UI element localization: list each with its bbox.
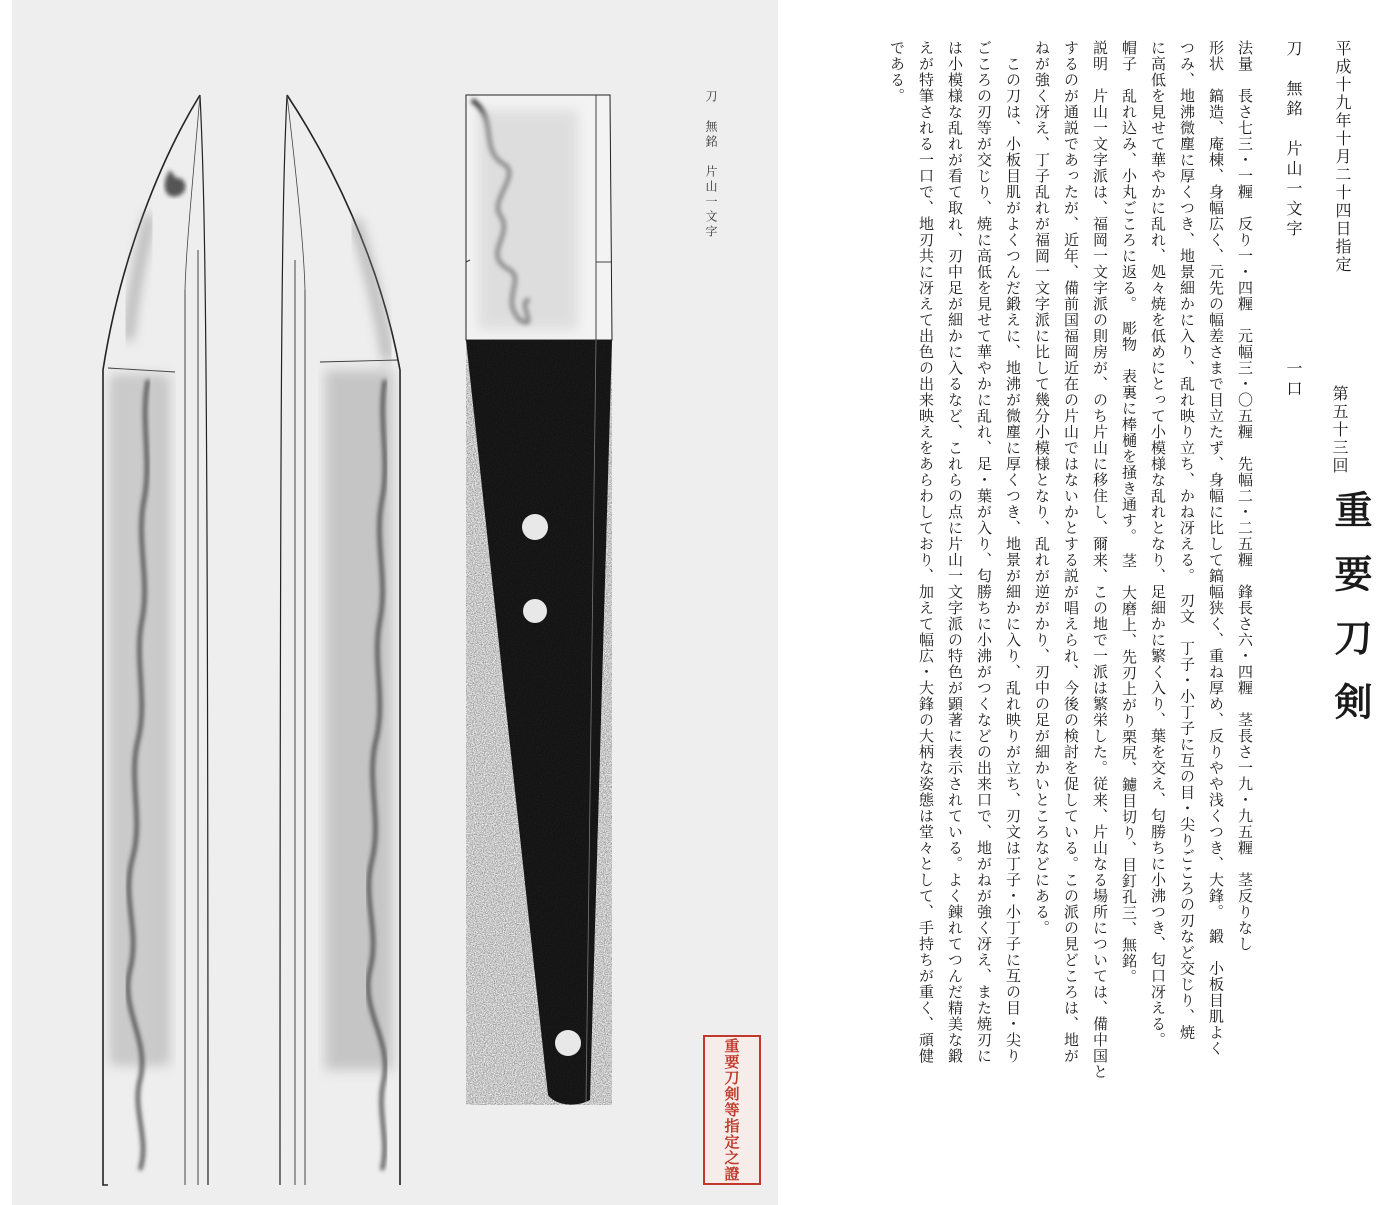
mekugi-hole-3 [555,1030,581,1056]
text-column-11: は小模様な乱れが看て取れ、刃中足が細かに入るなど、これらの点に片山一文字派の特色が顕著に表示されている。よく錬れてつんだ精美な鍛 [946,40,964,1064]
certification-seal [703,1035,761,1185]
text-column-6: 説明 片山一文字派は、福岡一文字派の則房が、のち片山に移住し、爾来、この地で一派は繁栄した。従来、片山なる場所については、備中国と [1091,40,1109,1080]
text-column-12: えが特筆される一口で、地刃共に冴えて出色の出来映えをあらわしており、加えて幅広・大鋒の大柄な姿態は堂々として、手持ちが重く、頑健 [917,40,935,1064]
mekugi-hole-1 [522,514,548,540]
session-number: 第五十三回 [1330,385,1349,475]
sword-name: 刀 無銘 片山一文字 [1284,40,1303,240]
text-column-8: ねが強く冴え、丁子乱れが福岡一文字派に比して幾分小模様となり、乱れが逆がかり、刃中の足が細かいところなどにある。 [1033,40,1051,936]
blade-ura [280,95,400,1185]
text-column-3: つみ、地沸微塵に厚くつき、地景細かに入り、乱れ映り立ち、かね冴える。 刃文 丁子・小丁子に互の目・尖りごころの刃など交じり、焼 [1178,40,1196,1041]
text-column-4: に高低を見せて華やかに乱れ、処々焼を低めにとって小模様な乱れとなり、足細かに繁く入り、葉を交え、匂勝ちに小沸つき、匂口冴える。 [1149,40,1167,1048]
blade-omote [103,95,208,1185]
designation-date: 平成十九年十月二十四日指定 [1333,40,1352,274]
page-title: 重要刀剣 [1328,490,1373,746]
text-column-10: ごころの刃等が交じり、焼に高低を見せて華やかに乱れ、足・葉が入り、匂勝ちに小沸がつくなどの出来口で、地がねが強く冴え、また焼刃に [975,40,993,1064]
text-column-1: 法量 長さ七三・一糎 反り一・四糎 元幅三・〇五糎 先幅二・二五糎 鋒長さ六・四糎 茎長さ一九・九五糎 茎反りなし [1236,40,1254,952]
text-column-5: 帽子 乱れ込み、小丸ごころに返る。 彫物 表裏に棒樋を掻き通す。 茎 大磨上、先刃上がり栗尻、鑢目切り、目釘孔三、無銘。 [1120,40,1138,985]
text-column-13: である。 [888,40,906,104]
text-column-9: この刀は、小板目肌がよくつんだ鍛えに、地沸が微塵に厚くつき、地景が細かに入り、乱れ映りが立ち、刃文は丁子・小丁子に互の目・尖り [1004,40,1022,1064]
text-column-2: 形状 鎬造、庵棟、身幅広く、元先の幅差さまで目立たず、身幅に比して鎬幅狭く、重ね厚め、反りやや浅くつき、大鋒。 鍛 小板目肌よく [1207,40,1225,1057]
text-column-7: するのが通説であったが、近年、備前国福岡近在の片山ではないかとする説が唱えられ、今後の検討を促している。この派の見どころは、地が [1062,40,1080,1064]
sword-caption: 刀 無銘 片山一文字 [704,90,718,240]
description-page [778,0,1400,1205]
item-count: 一口 [1284,360,1303,400]
seal-text: 重要刀剣等指定之證 [722,1038,741,1182]
mekugi-hole-2 [523,599,547,623]
nakago-rubbing [466,95,612,1105]
